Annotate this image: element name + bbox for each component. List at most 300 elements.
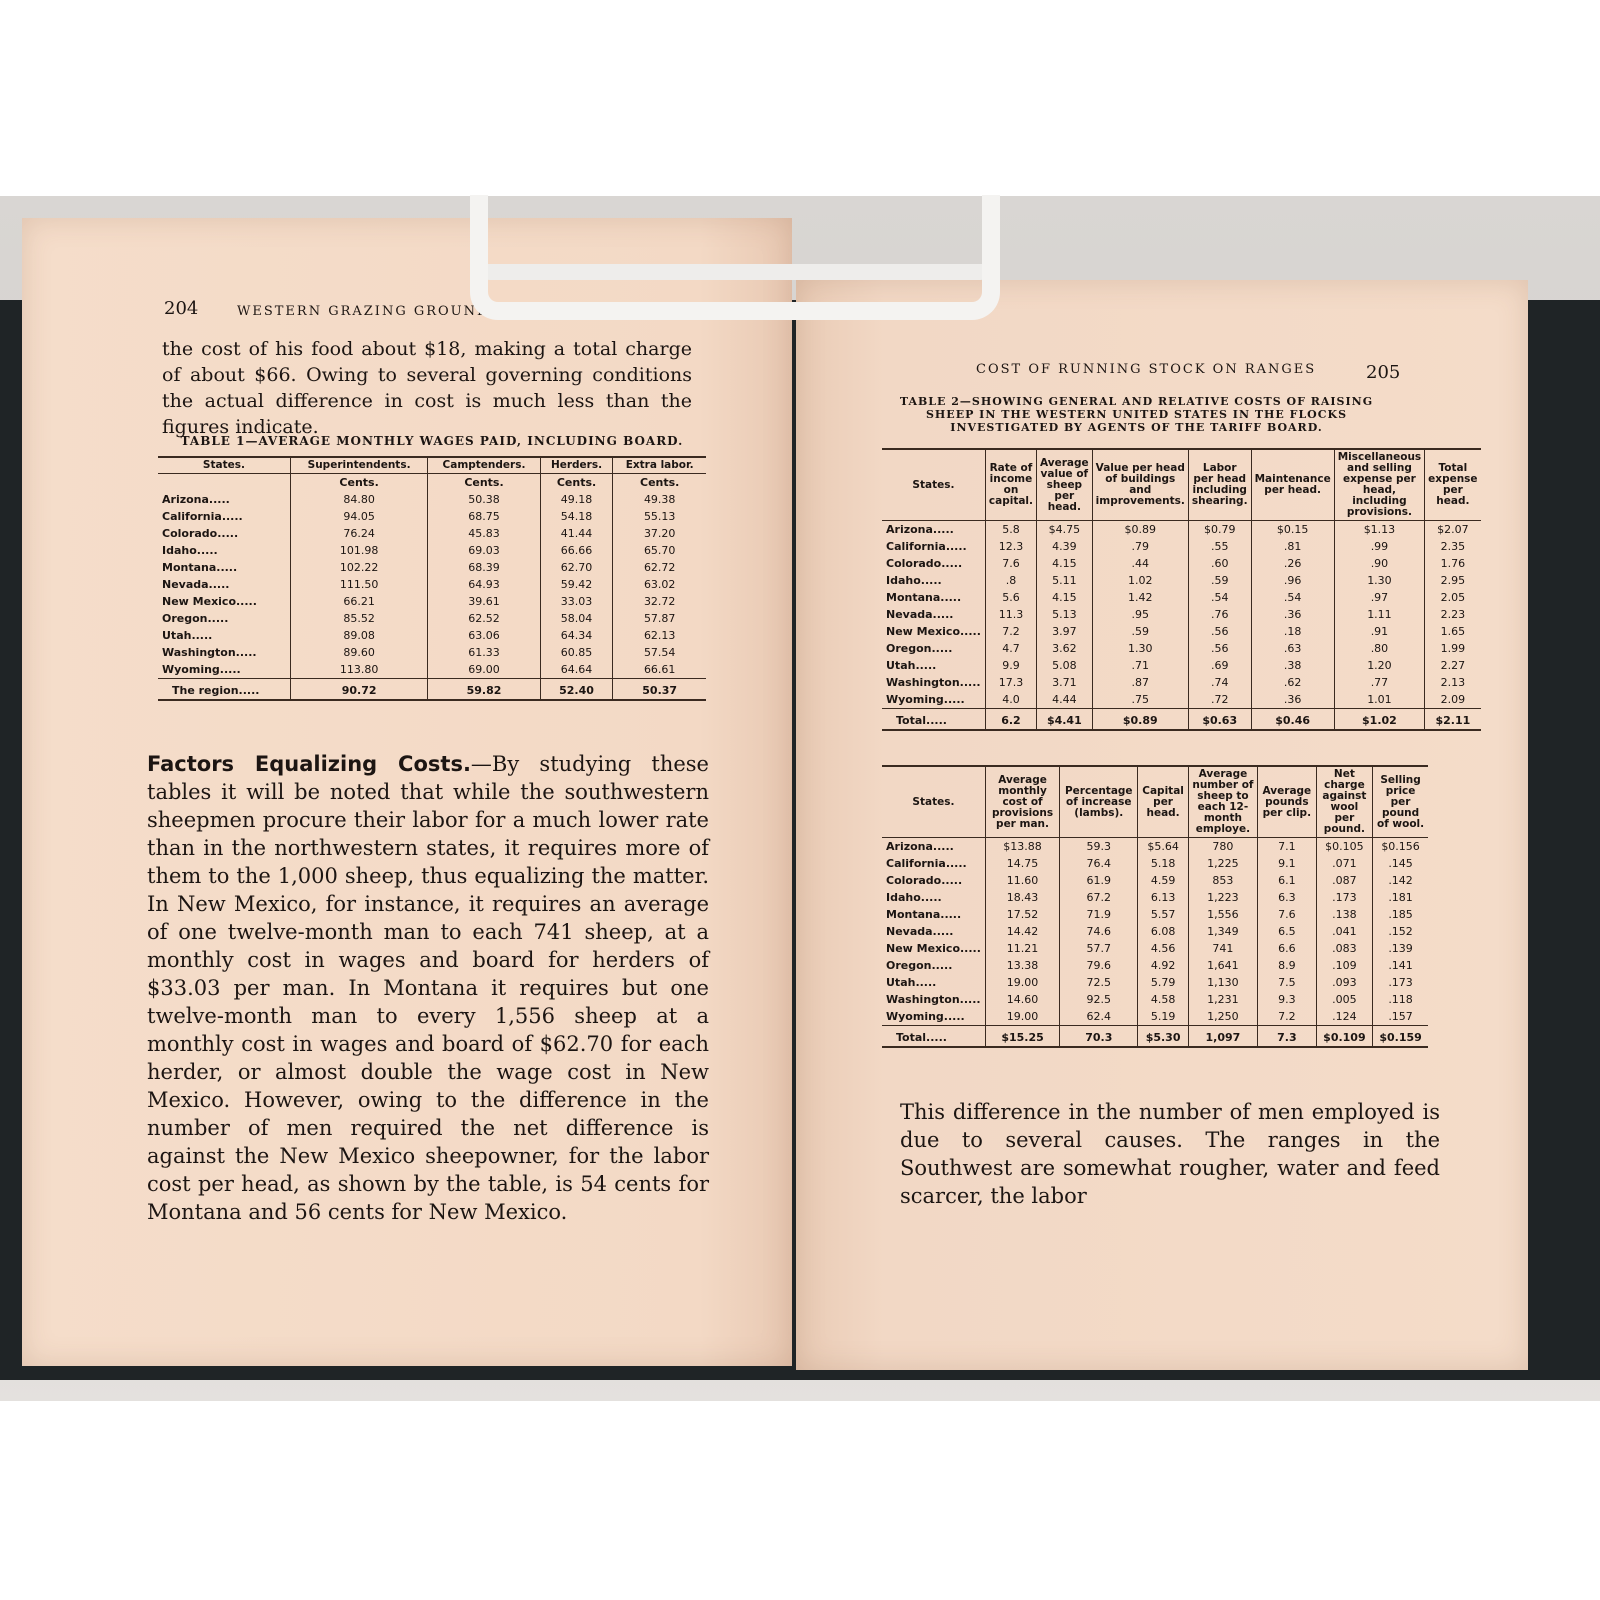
table-cell: 71.9: [1060, 906, 1138, 923]
table-cell: 2.35: [1425, 538, 1481, 555]
table-cell: 2.23: [1425, 606, 1481, 623]
table-cell: .26: [1251, 555, 1334, 572]
table-cell: .90: [1334, 555, 1424, 572]
table-cell: 49.38: [613, 491, 706, 508]
table-cell: .76: [1188, 606, 1251, 623]
table-cell: 4.56: [1138, 940, 1188, 957]
table-cell: 5.11: [1037, 572, 1093, 589]
total-cell: $0.159: [1373, 1026, 1428, 1048]
table-cell: 57.7: [1060, 940, 1138, 957]
unit-label: Cents.: [290, 474, 427, 492]
table-cell: 89.60: [290, 644, 427, 661]
table1: [158, 456, 706, 701]
state-name: Nevada.....: [886, 925, 954, 938]
table-cell: 7.5: [1258, 974, 1317, 991]
table-cell: $0.15: [1251, 521, 1334, 539]
table-cell: .109: [1316, 957, 1372, 974]
total-cell: 70.3: [1060, 1026, 1138, 1048]
table-row: [882, 606, 1481, 623]
table-cell: .59: [1092, 623, 1188, 640]
table-cell: 5.57: [1138, 906, 1188, 923]
table-row: [882, 1008, 1428, 1026]
table-header: Total expense per head.: [1425, 449, 1481, 521]
table-cell: 19.00: [985, 974, 1059, 991]
table-row: [158, 644, 706, 661]
table-cell: 69.03: [428, 542, 540, 559]
state-name: Nevada.....: [162, 578, 230, 591]
table-cell: .77: [1334, 674, 1424, 691]
state-name: Wyoming.....: [162, 663, 241, 676]
table-cell: 5.13: [1037, 606, 1093, 623]
total-row: [882, 709, 1481, 731]
table-header: Net charge against wool per pound.: [1316, 766, 1372, 838]
state-name: Arizona.....: [886, 523, 954, 536]
table-cell: 62.72: [613, 559, 706, 576]
paragraph-lead: Factors Equalizing Costs.: [147, 752, 471, 776]
table-header: Value per head of buildings and improvements.: [1092, 449, 1188, 521]
table-cell: .093: [1316, 974, 1372, 991]
table-cell: 11.3: [985, 606, 1036, 623]
table-row: [158, 559, 706, 576]
table-row: [158, 542, 706, 559]
state-name: Oregon.....: [886, 642, 953, 655]
table-cell: 1,223: [1188, 889, 1257, 906]
state-name: Arizona.....: [162, 493, 230, 506]
table-cell: .157: [1373, 1008, 1428, 1026]
table-cell: 4.92: [1138, 957, 1188, 974]
table-cell: 5.6: [985, 589, 1036, 606]
table-cell: 1.99: [1425, 640, 1481, 657]
table-cell: 1.11: [1334, 606, 1424, 623]
table-cell: 76.24: [290, 525, 427, 542]
state-name: Idaho.....: [886, 574, 942, 587]
table-cell: 45.83: [428, 525, 540, 542]
table-cell: $5.64: [1138, 838, 1188, 856]
table-row: [158, 525, 706, 542]
table-cell: 4.0: [985, 691, 1036, 709]
table-cell: 1.30: [1092, 640, 1188, 657]
table-cell: .041: [1316, 923, 1372, 940]
table2-part-a: [882, 448, 1481, 731]
table-cell: 4.39: [1037, 538, 1093, 555]
page-number: 204: [164, 298, 199, 319]
table-cell: 89.08: [290, 627, 427, 644]
table-cell: 3.71: [1037, 674, 1093, 691]
table-cell: 6.08: [1138, 923, 1188, 940]
table-cell: 57.54: [613, 644, 706, 661]
table-cell: 72.5: [1060, 974, 1138, 991]
table-cell: 1,225: [1188, 855, 1257, 872]
table-row: [882, 657, 1481, 674]
table-cell: 3.97: [1037, 623, 1093, 640]
state-name: Colorado.....: [162, 527, 239, 540]
table-cell: 2.13: [1425, 674, 1481, 691]
table-row: [158, 593, 706, 610]
table-row: [882, 589, 1481, 606]
table-cell: 66.66: [540, 542, 613, 559]
table-cell: 18.43: [985, 889, 1059, 906]
table-header: Selling price per pound of wool.: [1373, 766, 1428, 838]
table-cell: $13.88: [985, 838, 1059, 856]
total-cell: $1.02: [1334, 709, 1424, 731]
table-cell: $0.89: [1092, 521, 1188, 539]
table-cell: 59.3: [1060, 838, 1138, 856]
table-cell: 12.3: [985, 538, 1036, 555]
state-name: Colorado.....: [886, 557, 963, 570]
table-cell: 5.08: [1037, 657, 1093, 674]
table-cell: 101.98: [290, 542, 427, 559]
table-cell: 55.13: [613, 508, 706, 525]
table-cell: .142: [1373, 872, 1428, 889]
total-cell: $15.25: [985, 1026, 1059, 1048]
table-cell: .95: [1092, 606, 1188, 623]
table-cell: .71: [1092, 657, 1188, 674]
table-row: [158, 610, 706, 627]
table-cell: 5.79: [1138, 974, 1188, 991]
table-cell: 5.18: [1138, 855, 1188, 872]
table-cell: 79.6: [1060, 957, 1138, 974]
state-name: New Mexico.....: [162, 595, 257, 608]
total-cell: 6.2: [985, 709, 1036, 731]
state-name: Oregon.....: [886, 959, 953, 972]
table-row: [882, 940, 1428, 957]
table-cell: $1.13: [1334, 521, 1424, 539]
table-cell: 62.70: [540, 559, 613, 576]
running-head: COST OF RUNNING STOCK ON RANGES: [976, 362, 1317, 377]
total-cell: $4.41: [1037, 709, 1093, 731]
table2-part-b: [882, 765, 1428, 1048]
table-cell: 7.1: [1258, 838, 1317, 856]
table-cell: 14.42: [985, 923, 1059, 940]
state-name: California.....: [886, 857, 967, 870]
table-cell: 7.6: [1258, 906, 1317, 923]
table-cell: 59.42: [540, 576, 613, 593]
table-cell: 6.13: [1138, 889, 1188, 906]
table-row: [158, 508, 706, 525]
table-cell: .74: [1188, 674, 1251, 691]
total-cell: $0.46: [1251, 709, 1334, 731]
table-header: States.: [882, 449, 985, 521]
table-cell: .91: [1334, 623, 1424, 640]
table-cell: 6.5: [1258, 923, 1317, 940]
table-cell: 62.13: [613, 627, 706, 644]
state-name: Idaho.....: [886, 891, 942, 904]
table-cell: .59: [1188, 572, 1251, 589]
table-cell: 41.44: [540, 525, 613, 542]
state-name: Montana.....: [162, 561, 238, 574]
table-cell: .18: [1251, 623, 1334, 640]
table-cell: .75: [1092, 691, 1188, 709]
table-header: Average monthly cost of provisions per man.: [985, 766, 1059, 838]
table-header: Average pounds per clip.: [1258, 766, 1317, 838]
table-cell: .005: [1316, 991, 1372, 1008]
table-cell: 60.85: [540, 644, 613, 661]
table-row: [158, 627, 706, 644]
state-name: Arizona.....: [886, 840, 954, 853]
table-cell: 1.20: [1334, 657, 1424, 674]
table-cell: 102.22: [290, 559, 427, 576]
table-header: Camptenders.: [428, 457, 540, 474]
table-cell: 3.62: [1037, 640, 1093, 657]
table-row: [882, 855, 1428, 872]
table-cell: .87: [1092, 674, 1188, 691]
table-cell: 111.50: [290, 576, 427, 593]
table-cell: .54: [1251, 589, 1334, 606]
table-cell: 19.00: [985, 1008, 1059, 1026]
table-cell: .36: [1251, 691, 1334, 709]
table-cell: 14.60: [985, 991, 1059, 1008]
table-cell: .60: [1188, 555, 1251, 572]
table-cell: 62.52: [428, 610, 540, 627]
table-cell: 92.5: [1060, 991, 1138, 1008]
total-cell: 7.3: [1258, 1026, 1317, 1048]
table-cell: 1,250: [1188, 1008, 1257, 1026]
table-cell: .96: [1251, 572, 1334, 589]
table-cell: $2.07: [1425, 521, 1481, 539]
table-cell: 63.06: [428, 627, 540, 644]
table-cell: 780: [1188, 838, 1257, 856]
table-cell: $0.156: [1373, 838, 1428, 856]
table-row: [882, 572, 1481, 589]
table-cell: 1.42: [1092, 589, 1188, 606]
table-cell: 4.15: [1037, 589, 1093, 606]
table-cell: .38: [1251, 657, 1334, 674]
table-header: Miscellaneous and selling expense per head, including provisions.: [1334, 449, 1424, 521]
total-cell: 50.37: [613, 679, 706, 701]
table-cell: 2.95: [1425, 572, 1481, 589]
table-cell: 54.18: [540, 508, 613, 525]
table1-caption: TABLE 1—AVERAGE MONTHLY WAGES PAID, INCLUDING BOARD.: [180, 434, 684, 448]
table-cell: 13.38: [985, 957, 1059, 974]
table-cell: .124: [1316, 1008, 1372, 1026]
table-header: States.: [882, 766, 985, 838]
table-cell: $0.105: [1316, 838, 1372, 856]
state-name: Utah.....: [162, 629, 213, 642]
table-cell: .72: [1188, 691, 1251, 709]
book-stand-frame: [470, 195, 1000, 320]
table-cell: 6.6: [1258, 940, 1317, 957]
state-name: New Mexico.....: [886, 625, 981, 638]
table-cell: 61.9: [1060, 872, 1138, 889]
table-cell: 50.38: [428, 491, 540, 508]
table-row: [882, 521, 1481, 539]
table-cell: 65.70: [613, 542, 706, 559]
table-cell: 68.39: [428, 559, 540, 576]
table-cell: 66.61: [613, 661, 706, 679]
table-cell: .36: [1251, 606, 1334, 623]
total-label: Total.....: [882, 1026, 985, 1048]
table-cell: 1.76: [1425, 555, 1481, 572]
table2-caption: TABLE 2—SHOWING GENERAL AND RELATIVE COSTS OF RAISING SHEEP IN THE WESTERN UNITED STATES IN THE FLOCKS INVESTIGATED BY AGENTS OF THE TARIFF BOARD.: [899, 395, 1374, 434]
state-name: California.....: [886, 540, 967, 553]
table-cell: .083: [1316, 940, 1372, 957]
table-cell: .80: [1334, 640, 1424, 657]
total-cell: $0.63: [1188, 709, 1251, 731]
table-row: [882, 538, 1481, 555]
table-header: Capital per head.: [1138, 766, 1188, 838]
total-cell: $0.89: [1092, 709, 1188, 731]
table-row: [882, 872, 1428, 889]
table-cell: 63.02: [613, 576, 706, 593]
right-page: [796, 280, 1528, 1370]
table-cell: 1.02: [1092, 572, 1188, 589]
table-cell: 1,231: [1188, 991, 1257, 1008]
state-name: Oregon.....: [162, 612, 229, 625]
table-cell: .79: [1092, 538, 1188, 555]
table-header: Maintenance per head.: [1251, 449, 1334, 521]
table-cell: .55: [1188, 538, 1251, 555]
table-cell: 2.09: [1425, 691, 1481, 709]
state-name: Utah.....: [886, 659, 937, 672]
table-cell: .99: [1334, 538, 1424, 555]
table-cell: 69.00: [428, 661, 540, 679]
table-cell: 17.52: [985, 906, 1059, 923]
table-cell: 33.03: [540, 593, 613, 610]
state-name: Colorado.....: [886, 874, 963, 887]
table-row: [158, 491, 706, 508]
table-cell: 1,130: [1188, 974, 1257, 991]
paragraph-body: —By studying these tables it will be noted that while the southwestern sheepmen procure their labor for a much lower rate than in the northwestern states, it requires more of them to the 1,000 sheep, thus equalizing the matter. In New Mexico, for instance, it requires an average of one twelve-month man to each 741 sheep, at a monthly cost in wages and board for herders of $33.03 per man. In Montana it requires but one twelve-month man to every 1,556 sheep at a monthly cost in wages and board of $62.70 for each herder, or almost double the wage cost in New Mexico. However, owing to the difference in the number of men required the net difference is against the New Mexico sheepowner, for the labor cost per head, as shown by the table, is 54 cents for Montana and 56 cents for New Mexico.: [147, 752, 709, 1224]
table-row: [882, 957, 1428, 974]
table-cell: 37.20: [613, 525, 706, 542]
table-cell: 64.34: [540, 627, 613, 644]
table-cell: 9.9: [985, 657, 1036, 674]
table-cell: .8: [985, 572, 1036, 589]
table-cell: 9.3: [1258, 991, 1317, 1008]
table-cell: 57.87: [613, 610, 706, 627]
table-cell: .139: [1373, 940, 1428, 957]
table-header: Labor per head including shearing.: [1188, 449, 1251, 521]
table-cell: 853: [1188, 872, 1257, 889]
table-cell: .56: [1188, 640, 1251, 657]
table-cell: 7.2: [985, 623, 1036, 640]
table-cell: 85.52: [290, 610, 427, 627]
table-cell: 741: [1188, 940, 1257, 957]
total-cell: 90.72: [290, 679, 427, 701]
table-row: [882, 906, 1428, 923]
state-name: New Mexico.....: [886, 942, 981, 955]
table-cell: 64.93: [428, 576, 540, 593]
table-cell: 4.15: [1037, 555, 1093, 572]
table-row: [882, 640, 1481, 657]
table-cell: 5.19: [1138, 1008, 1188, 1026]
table-cell: 1.01: [1334, 691, 1424, 709]
table-cell: 74.6: [1060, 923, 1138, 940]
table-cell: .185: [1373, 906, 1428, 923]
table-cell: .138: [1316, 906, 1372, 923]
state-name: Utah.....: [886, 976, 937, 989]
paragraph: the cost of his food about $18, making a total charge of about $66. Owing to several governing conditions the actual difference in cost is much less than the figures indicate.: [162, 338, 692, 438]
table-cell: .56: [1188, 623, 1251, 640]
table-cell: 58.04: [540, 610, 613, 627]
table-cell: .141: [1373, 957, 1428, 974]
table-cell: 113.80: [290, 661, 427, 679]
table-cell: .152: [1373, 923, 1428, 940]
table-cell: 4.44: [1037, 691, 1093, 709]
table-cell: 49.18: [540, 491, 613, 508]
state-name: Nevada.....: [886, 608, 954, 621]
table-cell: 8.9: [1258, 957, 1317, 974]
state-name: Washington.....: [886, 676, 981, 689]
state-name: California.....: [162, 510, 243, 523]
table-cell: 32.72: [613, 593, 706, 610]
table-cell: 1,556: [1188, 906, 1257, 923]
state-name: Wyoming.....: [886, 1010, 965, 1023]
unit-label: Cents.: [428, 474, 540, 492]
table-row: [882, 623, 1481, 640]
unit-label: Cents.: [540, 474, 613, 492]
table-header: Herders.: [540, 457, 613, 474]
table-row: [882, 555, 1481, 572]
paragraph: This difference in the number of men employed is due to several causes. The ranges in the Southwest are somewhat rougher, water and feed scarcer, the labor: [900, 1100, 1440, 1208]
table-header: Extra labor.: [613, 457, 706, 474]
table-header: Rate of income on capital.: [985, 449, 1036, 521]
table-cell: 14.75: [985, 855, 1059, 872]
table-cell: 4.7: [985, 640, 1036, 657]
state-name: Montana.....: [886, 591, 962, 604]
table-cell: .54: [1188, 589, 1251, 606]
table-cell: 76.4: [1060, 855, 1138, 872]
table-cell: 11.60: [985, 872, 1059, 889]
state-name: Washington.....: [162, 646, 257, 659]
table-header: Percentage of increase (lambs).: [1060, 766, 1138, 838]
table-header: Superintendents.: [290, 457, 427, 474]
table-cell: 17.3: [985, 674, 1036, 691]
table-cell: 5.8: [985, 521, 1036, 539]
table-cell: $0.79: [1188, 521, 1251, 539]
table-cell: .44: [1092, 555, 1188, 572]
total-label: Total.....: [882, 709, 985, 731]
table-cell: 1,641: [1188, 957, 1257, 974]
table-cell: .69: [1188, 657, 1251, 674]
table-row: [882, 889, 1428, 906]
table-cell: $4.75: [1037, 521, 1093, 539]
state-name: Wyoming.....: [886, 693, 965, 706]
table-cell: .118: [1373, 991, 1428, 1008]
table-cell: 61.33: [428, 644, 540, 661]
table-cell: 6.3: [1258, 889, 1317, 906]
running-head: WESTERN GRAZING GROUNDS AND FOREST RANGES: [237, 304, 696, 319]
table-cell: 68.75: [428, 508, 540, 525]
table-cell: 1.30: [1334, 572, 1424, 589]
page-number: 205: [1366, 362, 1401, 383]
table-cell: 6.1: [1258, 872, 1317, 889]
unit-label: [158, 474, 290, 492]
table-cell: .071: [1316, 855, 1372, 872]
table-cell: 1.65: [1425, 623, 1481, 640]
total-row: [158, 679, 706, 701]
total-cell: $2.11: [1425, 709, 1481, 731]
table-cell: 2.27: [1425, 657, 1481, 674]
table-cell: .63: [1251, 640, 1334, 657]
table-cell: 64.64: [540, 661, 613, 679]
state-name: Washington.....: [886, 993, 981, 1006]
total-cell: $0.109: [1316, 1026, 1372, 1048]
table-cell: 4.59: [1138, 872, 1188, 889]
table-cell: .173: [1316, 889, 1372, 906]
state-name: Montana.....: [886, 908, 962, 921]
table-cell: 4.58: [1138, 991, 1188, 1008]
table-row: [882, 838, 1428, 856]
unit-label: Cents.: [613, 474, 706, 492]
table-header: States.: [158, 457, 290, 474]
paragraph: [147, 750, 709, 1226]
table-cell: .97: [1334, 589, 1424, 606]
table-cell: 39.61: [428, 593, 540, 610]
table-cell: 7.6: [985, 555, 1036, 572]
table-cell: 9.1: [1258, 855, 1317, 872]
table-cell: .145: [1373, 855, 1428, 872]
